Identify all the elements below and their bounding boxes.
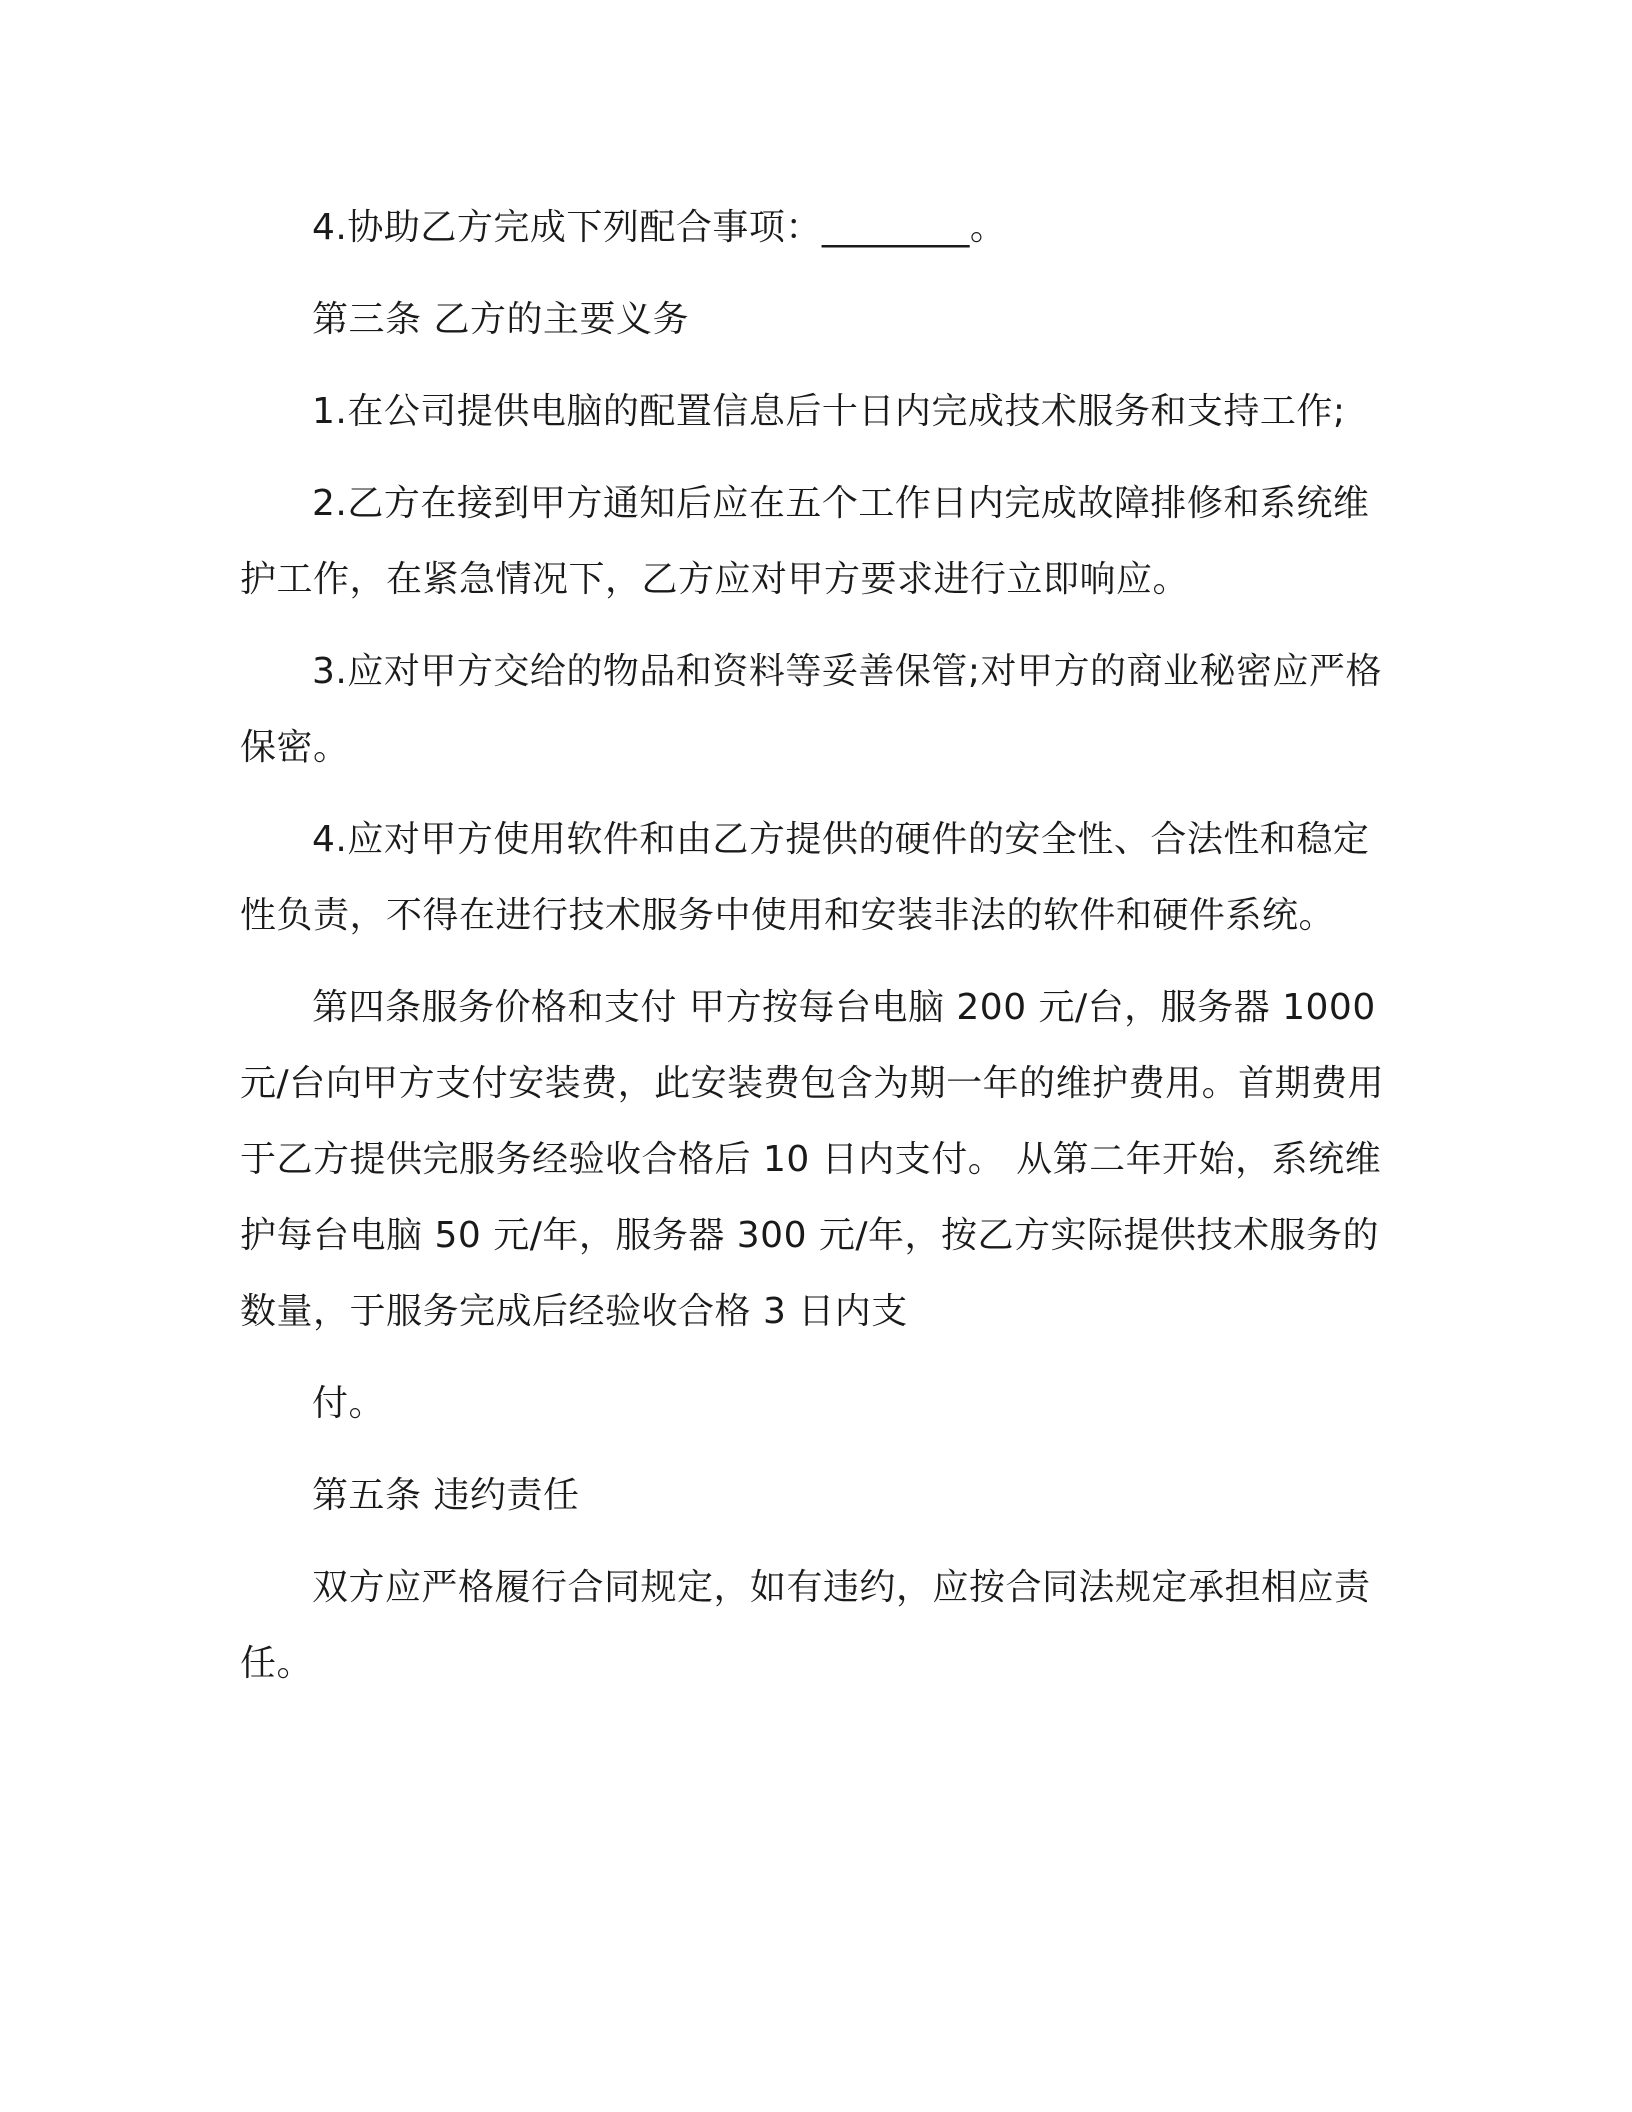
document-body xyxy=(240,190,1390,1718)
article-3-item-4: 4.应对甲方使用软件和由乙方提供的硬件的安全性、合法性和稳定性负责，不得在进行技术服务中使用和安装非法的软件和硬件系统。 xyxy=(240,819,1370,936)
article-3-item-1: 1.在公司提供电脑的配置信息后十日内完成技术服务和支持工作; xyxy=(312,391,1346,432)
article-3-item-2: 2.乙方在接到甲方通知后应在五个工作日内完成故障排修和系统维护工作，在紧急情况下，乙方应对甲方要求进行立即响应。 xyxy=(240,483,1370,600)
article-4-continuation: 付。 xyxy=(312,1383,386,1424)
article-3-heading: 第三条 乙方的主要义务 xyxy=(312,299,689,340)
article-4-pricing-payment: 第四条服务价格和支付 甲方按每台电脑 200 元/台，服务器 1000 元/台向甲方支付安装费，此安装费包含为期一年的维护费用。首期费用于乙方提供完服务经验收合格后 10 日内支付。 从第二年开始，系统维护每台电脑 50 元/年，服务器 300 元/年，按乙方实际提供技术服务的数量，于服务完成后经验收合格 3 日内支 xyxy=(240,987,1385,1332)
article-5-body: 双方应严格履行合同规定，如有违约，应按合同法规定承担相应责任。 xyxy=(240,1567,1371,1684)
clause-2-item-4: 4.协助乙方完成下列配合事项：________。 xyxy=(312,207,1007,248)
article-5-heading: 第五条 违约责任 xyxy=(312,1475,580,1516)
article-3-item-3: 3.应对甲方交给的物品和资料等妥善保管;对甲方的商业秘密应严格保密。 xyxy=(240,651,1382,768)
